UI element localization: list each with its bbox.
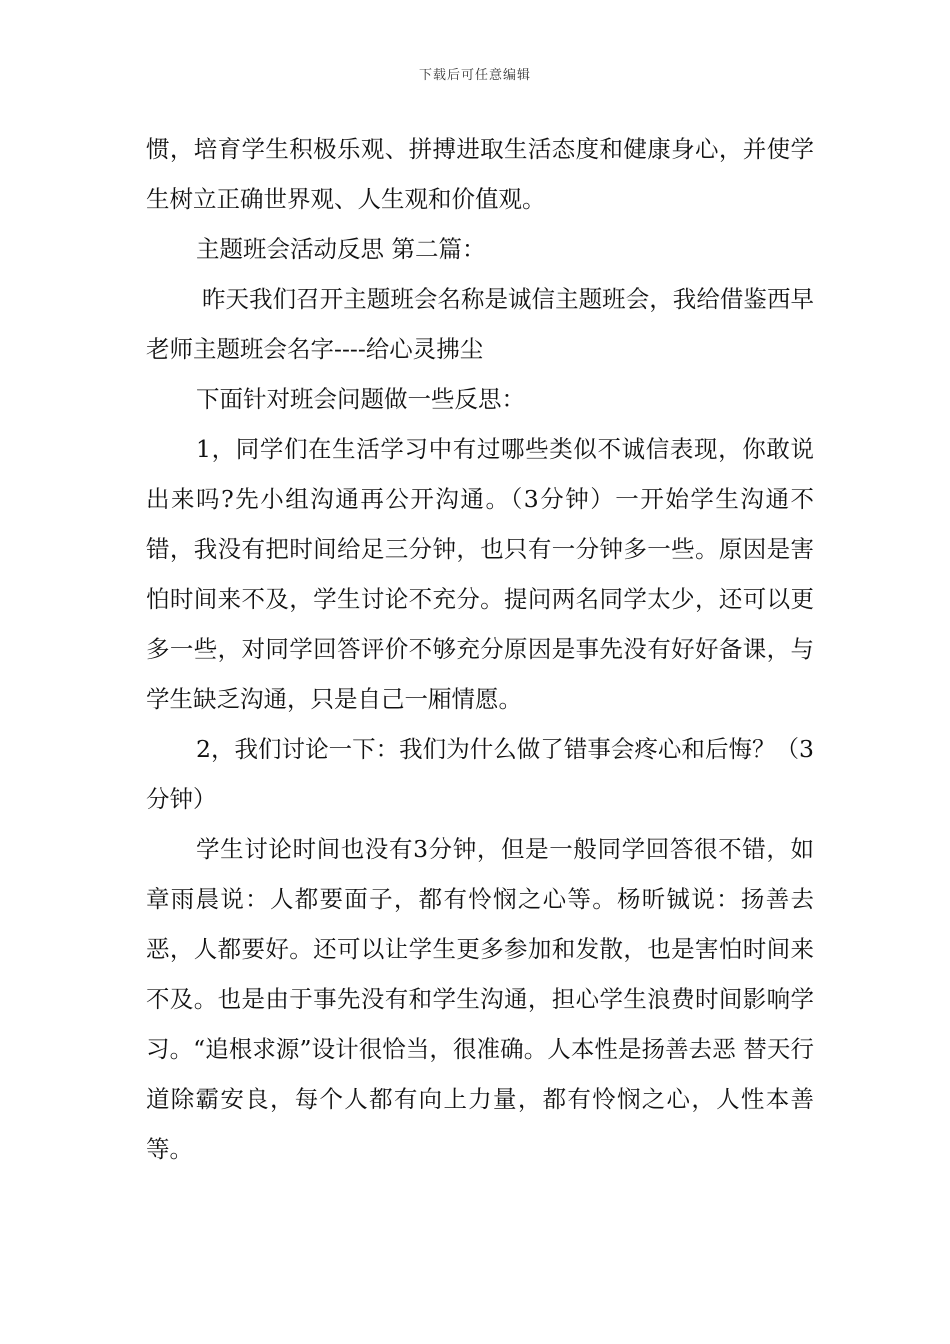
document-body <box>146 124 814 1174</box>
paragraph-point-2: 2，我们讨论一下：我们为什么做了错事会疼心和后悔？（3分钟） <box>146 735 814 813</box>
paragraph-point-1: 1，同学们在生活学习中有过哪些类似不诚信表现，你敢说出来吗?先小组沟通再公开沟通。（3分钟）一开始学生沟通不错，我没有把时间给足三分钟，也只有一分钟多一些。原因是害怕时间来不及，学生讨论不充分。提问两名同学太少，还可以更多一些，对同学回答评价不够充分原因是事先没有好好备课，与学生缺乏沟通，只是自己一厢情愿。 <box>146 435 814 713</box>
paragraph-intro: 昨天我们召开主题班会名称是诚信主题班会，我给借鉴西早老师主题班会名字----给心灵拂尘 <box>146 285 814 363</box>
paragraph-reflection-lead: 下面针对班会问题做一些反思： <box>196 385 525 413</box>
paragraph-continuation: 惯，培育学生积极乐观、拼搏进取生活态度和健康身心，并使学生树立正确世界观、人生观和价值观。 <box>146 135 814 213</box>
page-header-note: 下载后可任意编辑 <box>418 68 531 83</box>
paragraph-discussion: 学生讨论时间也没有3分钟，但是一般同学回答很不错，如章雨晨说：人都要面子，都有怜悯之心等。杨昕铖说：扬善去恶，人都要好。还可以让学生更多参加和发散，也是害怕时间来不及。也是由于事先没有和学生沟通，担心学生浪费时间影响学习。“追根求源”设计很恰当，很准确。人本性是扬善去恶 替天行道除霸安良，每个人都有向上力量，都有怜悯之心，人性本善等。 <box>146 835 814 1163</box>
section-heading: 主题班会活动反思 第二篇： <box>196 235 486 263</box>
